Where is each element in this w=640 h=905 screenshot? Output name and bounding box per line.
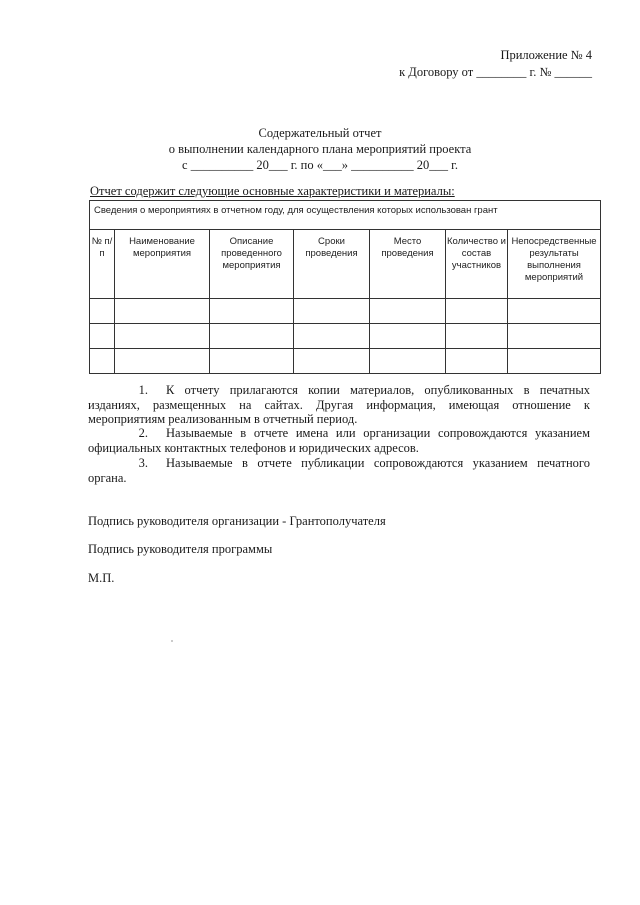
- column-header: Сроки проведения: [294, 230, 370, 299]
- table-cell: [294, 299, 370, 324]
- note-number: 2.: [138, 426, 148, 440]
- note-text: К отчету прилагаются копии материалов, опубликованных в печатных изданиях, размещенных на сайтах. Другая информация, имеющая отношение к мероприятиям реализованным в отчетный период.: [88, 383, 590, 426]
- column-header: Непосредственные результаты выполнения мероприятий: [508, 230, 601, 299]
- table-cell: [370, 299, 446, 324]
- events-table: [89, 200, 601, 374]
- table-cell: [115, 324, 210, 349]
- note-text: Называемые в отчете публикации сопровождаются указанием печатного органа.: [88, 456, 590, 485]
- table-cell: [90, 324, 115, 349]
- note-text: Называемые в отчете имена или организации сопровождаются указанием официальных контактных телефонов и юридических адресов.: [88, 426, 590, 455]
- report-period: с __________ 20___ г. по «___» __________ 20___ г.: [182, 158, 458, 172]
- table-cell: [115, 299, 210, 324]
- table-cell: [370, 324, 446, 349]
- note-item-2: [88, 426, 590, 455]
- note-item-1: [88, 383, 590, 427]
- table-cell: [294, 349, 370, 374]
- table-cell: [446, 299, 508, 324]
- table-row: [90, 299, 601, 324]
- seal-placeholder: М.П.: [88, 571, 115, 585]
- scan-speck: [171, 640, 173, 642]
- table-cell: [210, 349, 294, 374]
- table-cell: [446, 324, 508, 349]
- report-subtitle: о выполнении календарного плана мероприятий проекта: [168, 142, 472, 156]
- table-row: [90, 349, 601, 374]
- column-header: Описание проведенного мероприятия: [210, 230, 294, 299]
- column-header: Место проведения: [370, 230, 446, 299]
- appendix-label: Приложение № 4: [500, 48, 592, 62]
- note-item-3: [88, 456, 590, 485]
- table-cell: [508, 324, 601, 349]
- table-header-row: [90, 230, 601, 299]
- column-header: Наименование мероприятия: [115, 230, 210, 299]
- table-cell: [210, 299, 294, 324]
- table-cell: [446, 349, 508, 374]
- table-cell: [370, 349, 446, 374]
- table-caption: Сведения о мероприятиях в отчетном году, для осуществления которых использован грант: [90, 201, 601, 230]
- report-title: Содержательный отчет: [258, 126, 382, 140]
- table-row: [90, 324, 601, 349]
- table-cell: [508, 299, 601, 324]
- table-cell: [508, 349, 601, 374]
- table-cell: [90, 349, 115, 374]
- contract-reference: к Договору от ________ г. № ______: [399, 65, 592, 79]
- program-head-signature-label: Подпись руководителя программы: [88, 542, 273, 556]
- column-header: Количество и состав участников: [446, 230, 508, 299]
- org-head-signature-label: Подпись руководителя организации - Грантополучателя: [88, 514, 386, 528]
- table-cell: [115, 349, 210, 374]
- intro-text: Отчет содержит следующие основные характеристики и материалы:: [90, 184, 455, 198]
- note-number: 1.: [138, 383, 148, 397]
- table-cell: [294, 324, 370, 349]
- table-cell: [210, 324, 294, 349]
- note-number: 3.: [138, 456, 148, 470]
- column-header: № п/п: [90, 230, 115, 299]
- table-cell: [90, 299, 115, 324]
